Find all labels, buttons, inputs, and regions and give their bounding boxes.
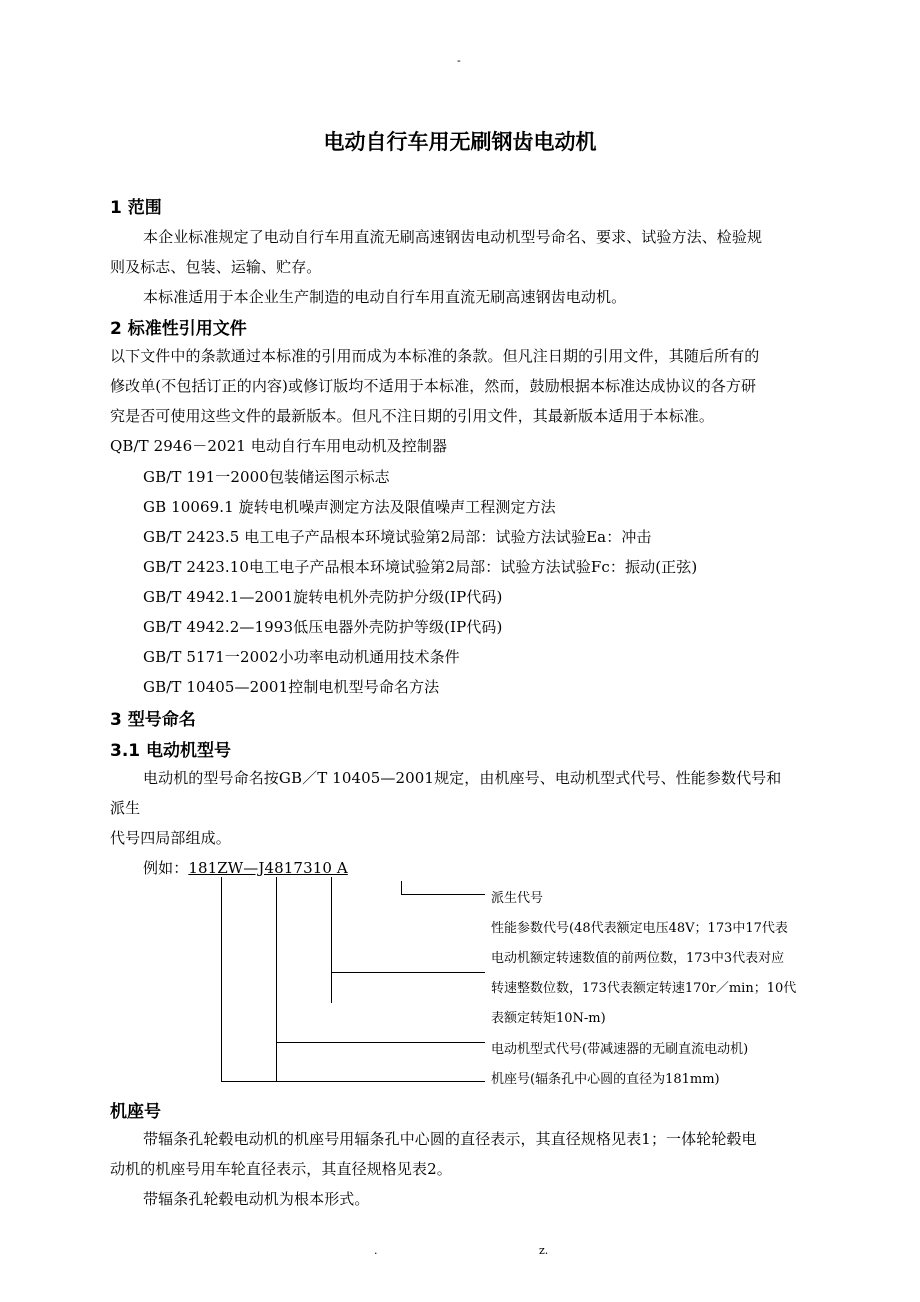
page-title: 电动自行车用无刷钢齿电动机 — [323, 130, 597, 154]
reference-item: GB/T 2423.5 电工电子产品根本环境试验第2局部：试验方法试验Ea：冲击 — [143, 528, 652, 546]
subsection-heading-motor-model: 3.1 电动机型号 — [110, 741, 232, 761]
paragraph-line: 电动机的型号命名按GB／T 10405—2001规定，由机座号、电动机型式代号、性能参数代号和 — [143, 769, 782, 787]
diagram-stem-frame — [221, 877, 222, 1082]
example-code: 181ZW—J4817310 A — [188, 859, 348, 877]
paragraph-line: 带辐条孔轮毂电动机为根本形式。 — [143, 1190, 370, 1208]
footer-mark-left: . — [374, 1244, 378, 1257]
paragraph-line: 代号四局部组成。 — [110, 829, 231, 847]
paragraph-line: 究是否可使用这些文件的最新版本。但凡不注日期的引用文件，其最新版本适用于本标准。 — [110, 407, 715, 425]
section-heading-frame-number: 机座号 — [110, 1102, 161, 1122]
diagram-leader-derived — [401, 894, 485, 895]
diagram-stem-type — [276, 877, 277, 1082]
example-prefix: 例如： — [143, 859, 189, 877]
footer-mark-right: z. — [539, 1244, 549, 1257]
reference-item: GB/T 10405—2001控制电机型号命名方法 — [143, 678, 440, 696]
diagram-leader-type — [276, 1042, 485, 1043]
label-frame-number: 机座号(辐条孔中心圆的直径为181mm) — [491, 1072, 720, 1087]
reference-item: GB/T 2423.10电工电子产品根本环境试验第2局部：试验方法试验Fc：振动(正弦) — [143, 558, 698, 576]
label-performance-code: 电动机额定转速数值的前两位数，173中3代表对应 — [491, 951, 785, 966]
paragraph-line: 本标准适用于本企业生产制造的电动自行车用直流无刷高速钢齿电动机。 — [143, 288, 627, 306]
section-heading-references: 2 标准性引用文件 — [110, 319, 247, 339]
paragraph-line: 则及标志、包装、运输、贮存。 — [110, 258, 322, 276]
reference-item: GB/T 5171一2002小功率电动机通用技术条件 — [143, 648, 460, 666]
label-performance-code: 表额定转矩10N-m) — [491, 1011, 606, 1026]
paragraph-line: 以下文件中的条款通过本标准的引用而成为本标准的条款。但凡注日期的引用文件，其随后所有的 — [110, 347, 760, 365]
reference-item: GB/T 4942.2—1993低压电器外壳防护等级(IP代码) — [143, 618, 503, 636]
paragraph-line: 派生 — [110, 799, 141, 817]
section-heading-model-naming: 3 型号命名 — [110, 710, 196, 730]
label-performance-code: 性能参数代号(48代表额定电压48V；173中17代表 — [491, 921, 788, 936]
label-derived-code: 派生代号 — [491, 891, 544, 906]
label-performance-code: 转速整数位数，173代表额定转速170r／min；10代 — [491, 981, 797, 996]
reference-item: GB/T 191一2000包装储运图示标志 — [143, 468, 390, 486]
section-heading-scope: 1 范围 — [110, 198, 162, 218]
paragraph-line: 本企业标准规定了电动自行车用直流无刷高速钢齿电动机型号命名、要求、试验方法、检验规 — [143, 228, 763, 246]
diagram-stem-derived — [401, 881, 402, 895]
paragraph-line: 带辐条孔轮毂电动机的机座号用辐条孔中心圆的直径表示，其直径规格见表1；一体轮轮毂电 — [143, 1130, 757, 1148]
reference-item: GB/T 4942.1—2001旋转电机外壳防护分级(IP代码) — [143, 588, 503, 606]
header-mark: - — [457, 54, 461, 67]
paragraph-line: 动机的机座号用车轮直径表示，其直径规格见表2。 — [110, 1160, 452, 1178]
diagram-stem-performance — [331, 877, 332, 1003]
reference-item: QB/T 2946－2021 电动自行车用电动机及控制器 — [110, 437, 448, 455]
paragraph-line: 修改单(不包括订正的内容)或修订版均不适用于本标准，然而，鼓励根据本标准达成协议的各方研 — [110, 377, 757, 395]
diagram-leader-frame — [221, 1081, 485, 1082]
example-line — [143, 857, 348, 878]
reference-item: GB 10069.1 旋转电机噪声测定方法及限值噪声工程测定方法 — [143, 498, 556, 516]
label-motor-type-code: 电动机型式代号(带减速器的无刷直流电动机) — [491, 1042, 749, 1057]
diagram-leader-performance — [331, 972, 485, 973]
